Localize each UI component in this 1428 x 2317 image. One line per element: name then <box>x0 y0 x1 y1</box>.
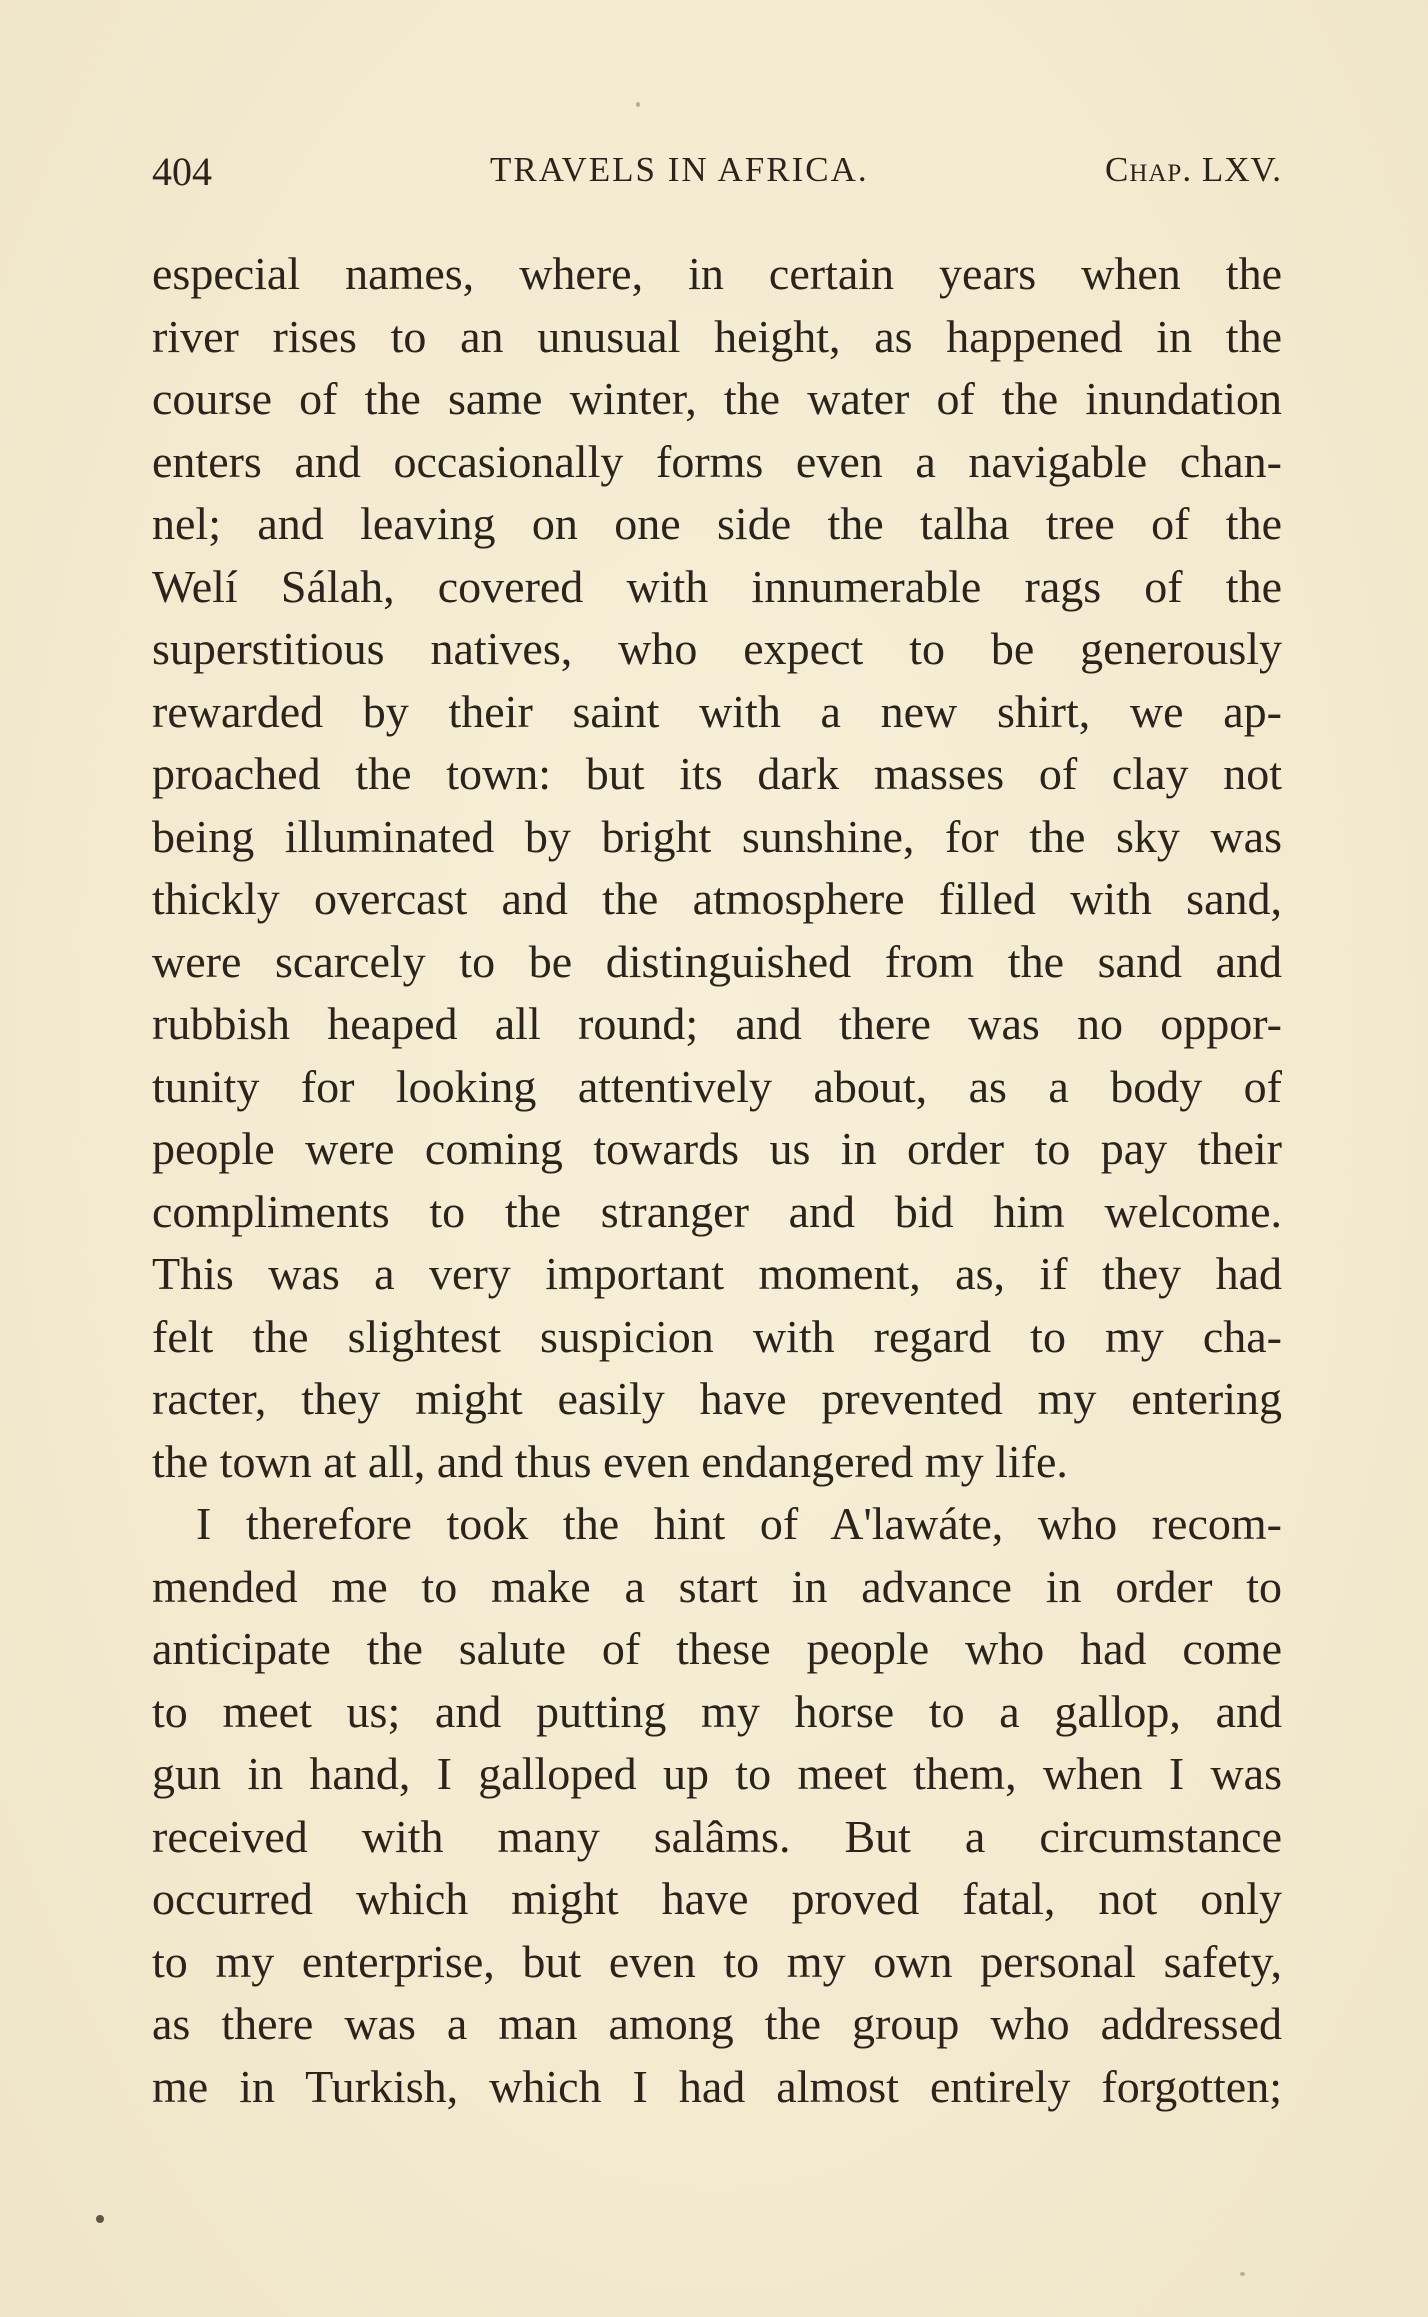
body-text <box>152 243 1282 2118</box>
text-line: being illuminated by bright sunshine, for the sky was <box>152 810 1282 862</box>
text-line: nel; and leaving on one side the talha tree of the <box>152 498 1282 549</box>
text-line: as there was a man among the group who addressed <box>152 1998 1282 2049</box>
text-line: river rises to an unusual height, as happened in the <box>152 310 1282 362</box>
text-line: anticipate the salute of these people who had come <box>152 1623 1282 1674</box>
text-line: superstitious natives, who expect to be generously <box>152 623 1282 674</box>
text-line: course of the same winter, the water of the inundation <box>152 373 1282 424</box>
text-line: This was a very important moment, as, if they had <box>152 1248 1282 1299</box>
text-line: people were coming towards us in order to pay their <box>152 1123 1282 1174</box>
text-line: especial names, where, in certain years when the <box>152 248 1282 299</box>
text-line: the town at all, and thus even endangered my life. <box>152 1435 1068 1487</box>
text-line: me in Turkish, which I had almost entirely forgotten; <box>152 2060 1282 2112</box>
text-line: mended me to make a start in advance in order to <box>152 1560 1282 1612</box>
text-line: felt the slightest suspicion with regard to my cha- <box>152 1310 1282 1362</box>
text-line: rubbish heaped all round; and there was no oppor- <box>152 998 1282 1049</box>
ink-speck <box>96 2215 104 2223</box>
text-line: were scarcely to be distinguished from the sand and <box>152 935 1282 987</box>
text-line: gun in hand, I galloped up to meet them, when I was <box>152 1748 1282 1799</box>
text-line: compliments to the stranger and bid him welcome. <box>152 1185 1282 1237</box>
text-line: rewarded by their saint with a new shirt, we ap- <box>152 685 1282 737</box>
running-title: TRAVELS IN AFRICA. <box>490 150 869 189</box>
text-line: proached the town: but its dark masses of clay not <box>152 748 1282 799</box>
text-line: tunity for looking attentively about, as a body of <box>152 1060 1282 1112</box>
ink-speck <box>1240 2272 1245 2276</box>
text-line: enters and occasionally forms even a navigable chan- <box>152 435 1282 487</box>
page-number: 404 <box>152 149 212 194</box>
text-line: received with many salâms. But a circumstance <box>152 1810 1282 1862</box>
chapter-label: Chap. LXV. <box>1104 150 1282 189</box>
text-line: Welí Sálah, covered with innumerable rags of the <box>152 560 1282 612</box>
text-line: to meet us; and putting my horse to a gallop, and <box>152 1685 1282 1737</box>
page-header <box>152 138 1282 198</box>
text-line: to my enterprise, but even to my own personal safety, <box>152 1935 1282 1987</box>
text-line: racter, they might easily have prevented my entering <box>152 1373 1282 1424</box>
ink-speck <box>636 102 640 107</box>
text-line: I therefore took the hint of A'lawáte, who recom- <box>196 1498 1282 1549</box>
text-line: occurred which might have proved fatal, not only <box>152 1873 1282 1924</box>
text-line: thickly overcast and the atmosphere filled with sand, <box>152 873 1282 924</box>
